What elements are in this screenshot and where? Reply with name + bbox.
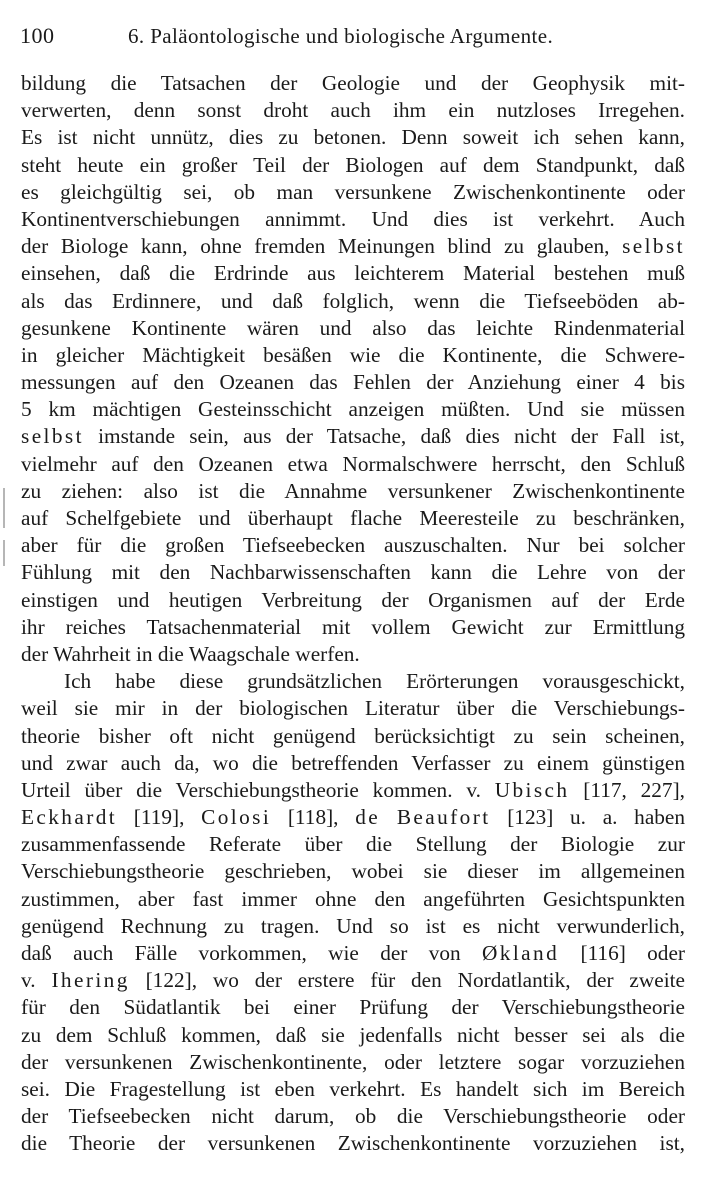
text-line: in gleicher Mächtigkeit besäßen wie die Kontinente, die Schwere- <box>21 342 685 367</box>
spaced-name: Økland <box>482 941 560 965</box>
text-line: Ich habe diese grundsätzlichen Erörterungen vorausgeschickt, <box>64 669 685 694</box>
text-line: zu ziehen: also ist die Annahme versunkener Zwischenkontinente <box>21 478 685 503</box>
spaced-name: Ihering <box>51 968 130 993</box>
text-line: Fühlung mit den Nachbarwissenschaften kann die Lehre von der <box>21 560 685 585</box>
text-line: selbst imstande sein, aus der Tatsache, daß dies nicht der Fall ist, <box>21 424 685 449</box>
text-line: bildung die Tatsachen der Geologie und der Geophysik mit- <box>21 71 685 95</box>
text-line: verwerten, denn sonst droht auch ihm ein nutzloses Irregehen. <box>21 98 685 123</box>
text-line: ihr reiches Tatsachenmaterial mit vollem Gewicht zur Ermittlung <box>21 614 685 639</box>
text-line: Verschiebungstheorie geschrieben, wobei sie dieser im allgemeinen <box>21 859 685 884</box>
text-line: als das Erdinnere, und daß folglich, wenn die Tiefseeböden ab- <box>21 288 685 313</box>
text-line: Kontinentverschiebungen annimmt. Und dies ist verkehrt. Auch <box>21 206 685 231</box>
spaced-name: de <box>355 805 381 830</box>
text-line: auf Schelfgebiete und überhaupt flache Meeresteile zu beschränken, <box>21 506 685 530</box>
text-line: einstigen und heutigen Verbreitung der Organismen auf der Erde <box>21 587 685 612</box>
text-line: steht heute ein großer Teil der Biologen auf dem Standpunkt, daß <box>21 152 685 177</box>
spaced-name: Eckhardt <box>21 805 118 830</box>
text-line: aber für die großen Tiefseebecken auszuschalten. Nur bei solcher <box>21 533 685 558</box>
text-line: Eckhardt [119], Colosi [118], de Beaufort [123] u. a. haben <box>21 805 686 830</box>
text-line: der Tiefseebecken nicht darum, ob die Verschiebungstheorie oder <box>21 1104 685 1129</box>
paragraph-2 <box>21 668 685 1157</box>
text-line: theorie bisher oft nicht genügend berücksichtigt zu sein scheinen, <box>21 723 685 748</box>
text-line: der versunkenen Zwischenkontinente, oder letztere sogar vorzuziehen <box>21 1049 685 1074</box>
text-line: v. Ihering [122], wo der erstere für den Nordatlantik, der zweite <box>21 968 685 993</box>
text-line: die Theorie der versunkenen Zwischenkontinente vorzuziehen ist, <box>21 1131 685 1156</box>
text-line: der Wahrheit in die Waagschale werfen. <box>21 641 360 666</box>
text-line: daß auch Fälle vorkommen, wie der von Økland [116] oder <box>21 941 685 965</box>
page-header <box>20 22 690 50</box>
spaced-name: Beaufort <box>396 805 491 830</box>
text-line: Urteil über die Verschiebungstheorie kommen. v. Ubisch [117, 227], <box>21 777 685 802</box>
running-title: 6. Paläontologische und biologische Argumente. <box>128 24 554 48</box>
spaced-name: Ubisch <box>494 777 570 802</box>
text-line: messungen auf den Ozeanen das Fehlen der Anziehung einer 4 bis <box>21 370 685 395</box>
text-line: Es ist nicht unnütz, dies zu betonen. Denn soweit ich sehen kann, <box>21 125 685 150</box>
spaced-name: Colosi <box>201 805 272 830</box>
text-line: weil sie mir in der biologischen Literatur über die Verschiebungs- <box>21 696 685 721</box>
paragraph-1 <box>21 70 685 668</box>
text-line: zusammenfassende Referate über die Stellung der Biologie zur <box>21 832 685 857</box>
text-line: für den Südatlantik bei einer Prüfung der Verschiebungstheorie <box>21 995 685 1020</box>
scan-margin-mark <box>3 488 5 528</box>
text-line: und zwar auch da, wo die betreffenden Verfasser zu einem günstigen <box>21 750 685 775</box>
page-number: 100 <box>20 23 55 48</box>
spaced-name: selbst <box>21 424 84 449</box>
text-line: der Biologe kann, ohne fremden Meinungen blind zu glauben, selbst <box>21 234 685 259</box>
text-line: vielmehr auf den Ozeanen etwa Normalschwere herrscht, den Schluß <box>21 451 685 476</box>
text-line: es gleichgültig sei, ob man versunkene Zwischenkontinente oder <box>21 179 685 204</box>
body-text <box>21 70 685 1158</box>
text-line: sei. Die Fragestellung ist eben verkehrt. Es handelt sich im Bereich <box>21 1076 685 1101</box>
text-line: genügend Rechnung zu tragen. Und so ist es nicht verwunderlich, <box>21 913 685 938</box>
text-line: einsehen, daß die Erdrinde aus leichterem Material bestehen muß <box>21 261 685 286</box>
text-line: zustimmen, aber fast immer ohne den angeführten Gesichtspunkten <box>21 886 685 911</box>
text-line: gesunkene Kontinente wären und also das leichte Rindenmaterial <box>21 315 685 340</box>
text-line: zu dem Schluß kommen, daß sie jedenfalls nicht besser sei als die <box>21 1022 685 1047</box>
scan-margin-mark <box>3 540 5 566</box>
text-line: 5 km mächtigen Gesteinsschicht anzeigen müßten. Und sie müssen <box>21 397 685 422</box>
spaced-name: selbst <box>622 234 685 259</box>
